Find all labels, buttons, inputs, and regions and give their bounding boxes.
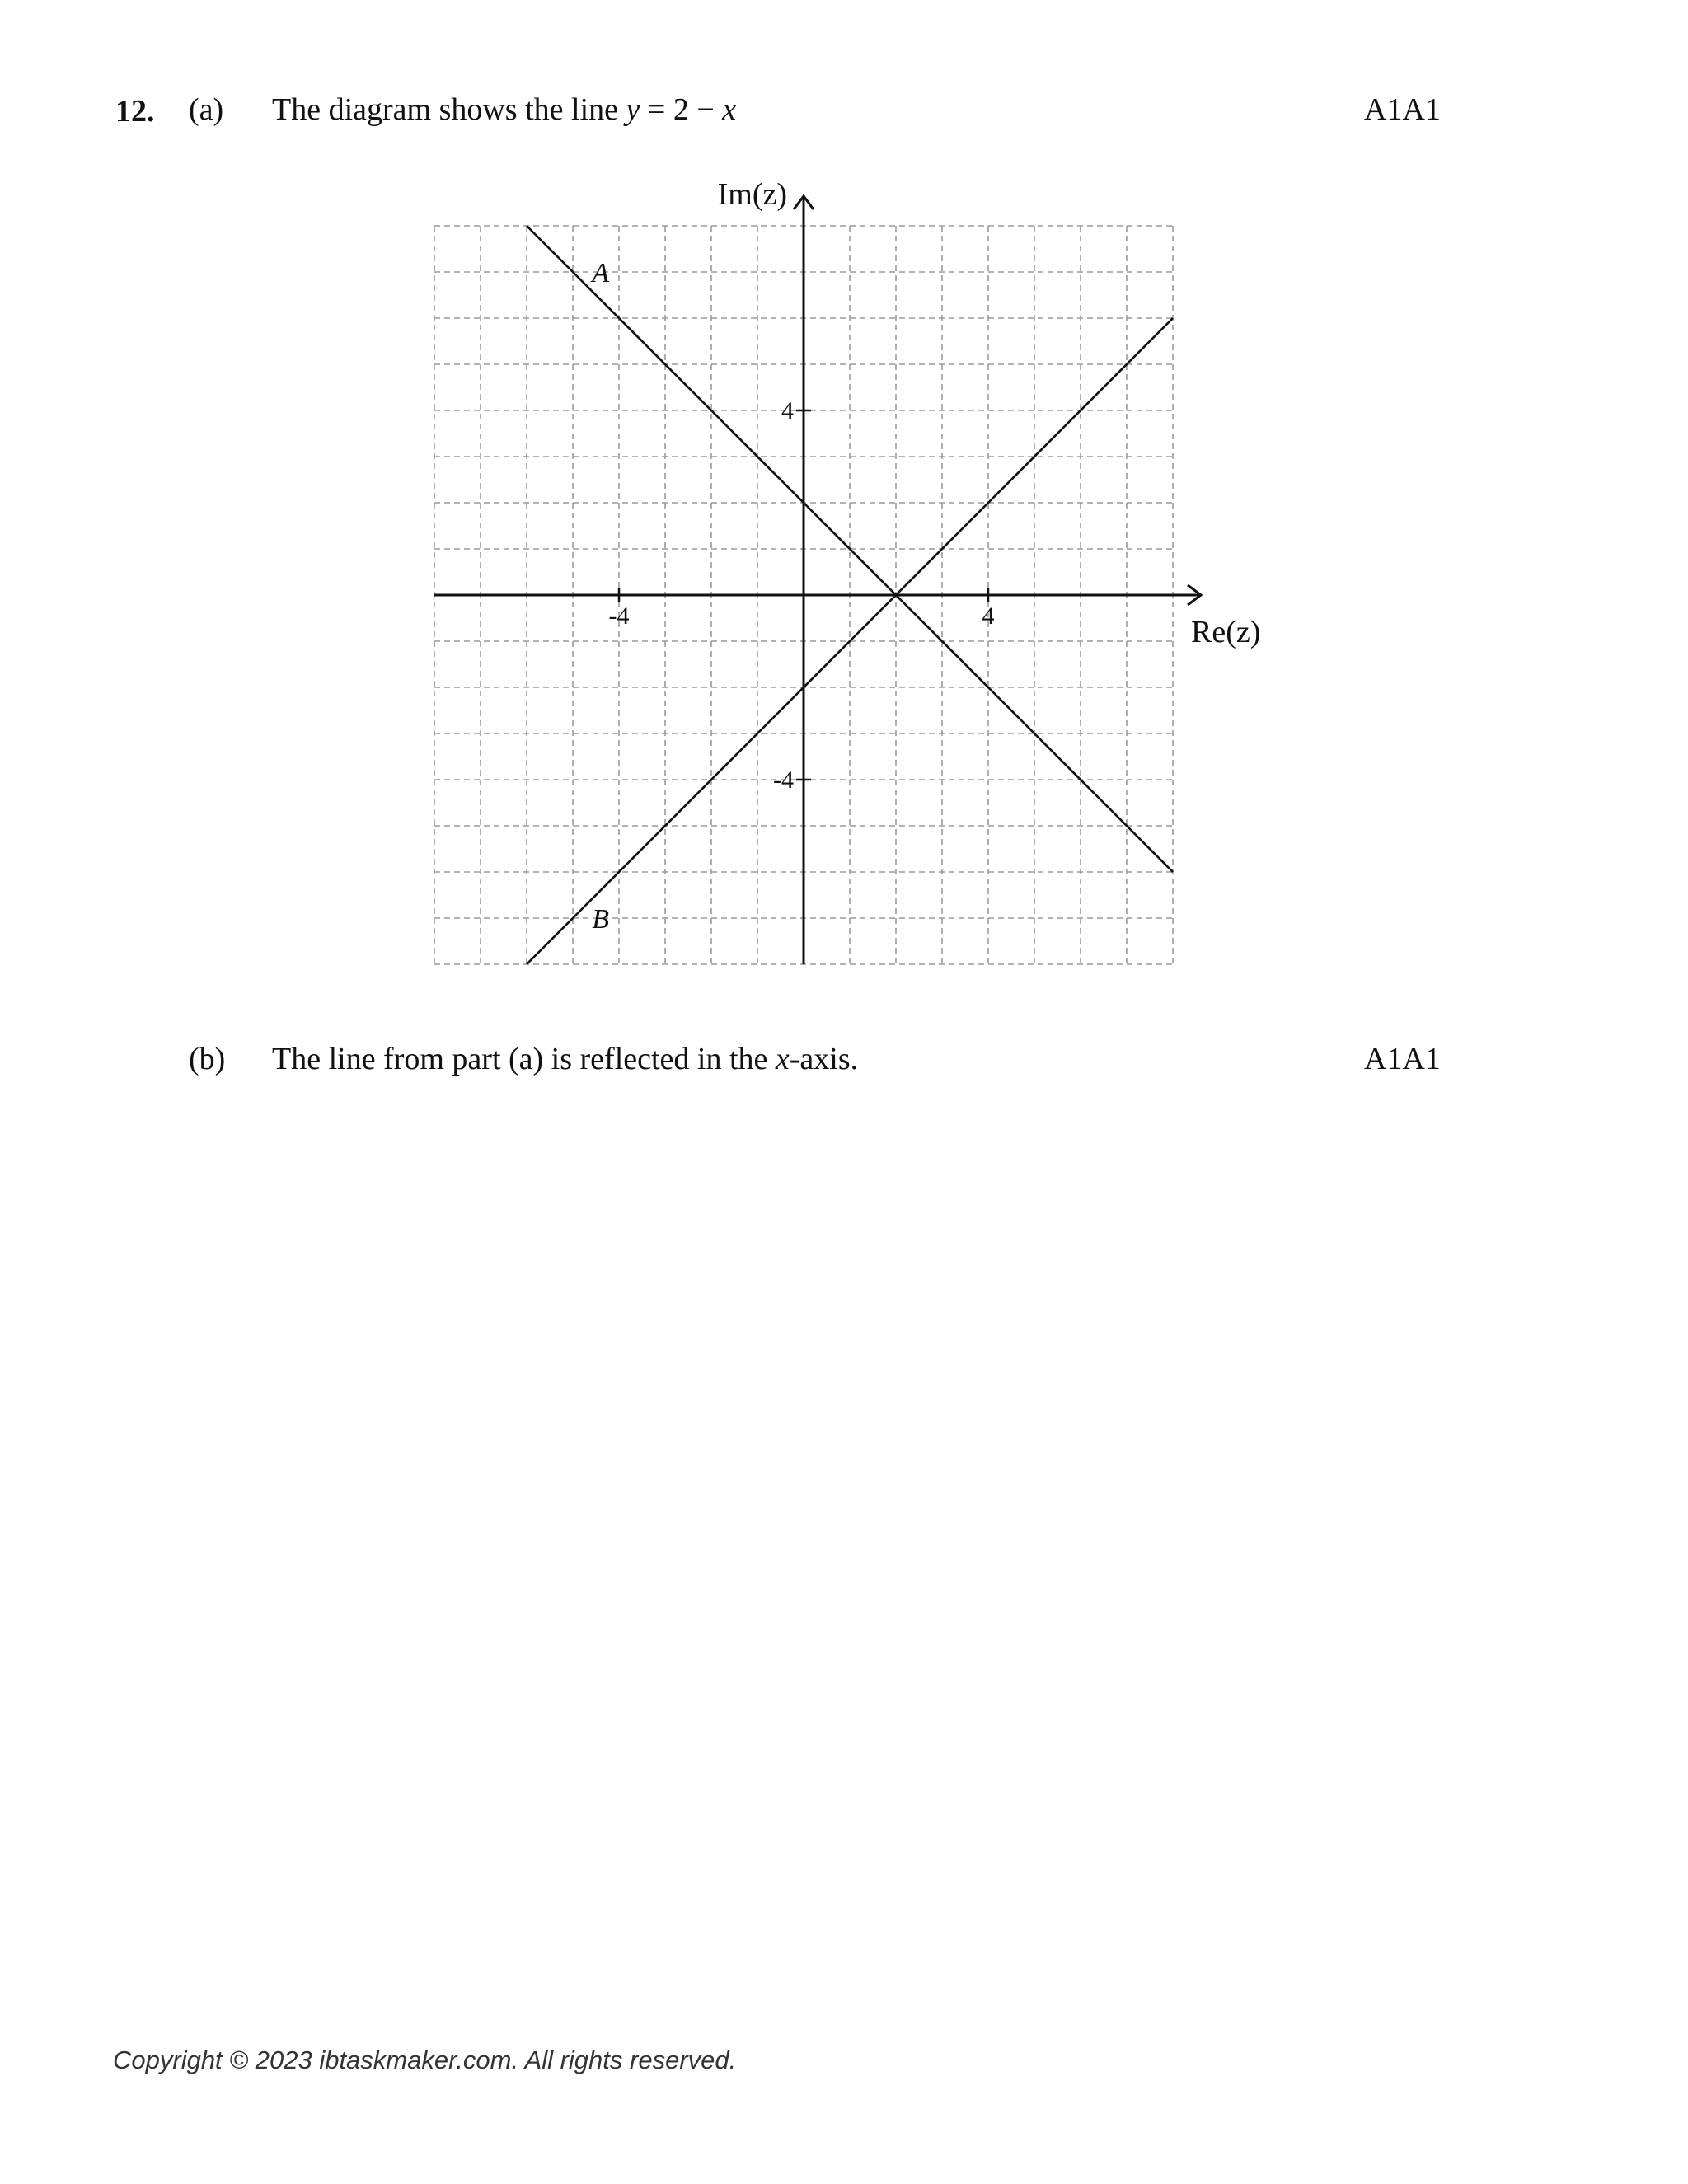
y-tick-label-neg4: -4: [773, 766, 794, 794]
part-b-text: [272, 1040, 858, 1078]
question-number: 12.: [115, 94, 155, 129]
part-a-marks: A1A1: [1364, 92, 1441, 127]
part-b-text-var: x: [775, 1042, 790, 1076]
x-tick-label-neg4: -4: [608, 602, 630, 630]
part-b-text-suffix: -axis.: [789, 1042, 859, 1076]
part-a-label: (a): [189, 92, 224, 127]
line-label-a: A: [592, 258, 609, 288]
part-b-text-prefix: The line from part (a) is reflected in the: [272, 1042, 776, 1076]
diagram-labels: [590, 177, 1260, 935]
axes: [434, 196, 1201, 964]
part-a-equation-x: x: [722, 92, 737, 127]
x-axis-label: Re(z): [1191, 615, 1261, 649]
part-b-label: (b): [189, 1042, 226, 1076]
argand-diagram: [0, 0, 1688, 1022]
y-tick-label-4: 4: [781, 397, 794, 424]
copyright-notice: Copyright © 2023 ibtaskmaker.com. All rights reserved.: [113, 2046, 737, 2074]
x-tick-label-4: 4: [982, 602, 995, 630]
line-label-b: B: [592, 904, 609, 935]
part-a-text-prefix: The diagram shows the line: [272, 92, 626, 127]
part-a-equation-y: y: [626, 92, 640, 127]
part-a-equation-rest: = 2 −: [640, 92, 723, 127]
y-axis-label: Im(z): [717, 177, 787, 212]
part-b-marks: A1A1: [1364, 1042, 1441, 1076]
